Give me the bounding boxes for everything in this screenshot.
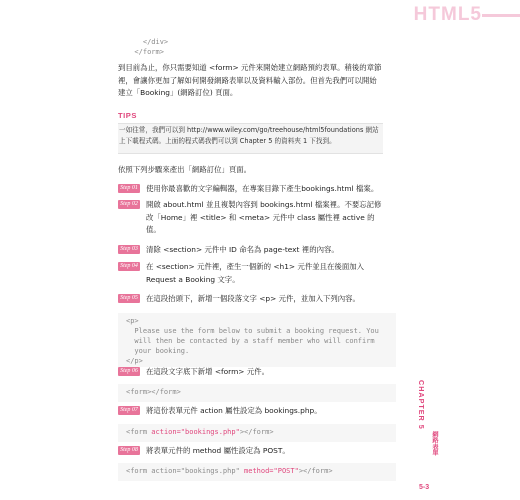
page-number: 5-3 — [419, 484, 430, 491]
code-highlight: action="bookings.php" — [151, 428, 240, 436]
code-line: </div> — [126, 38, 169, 46]
step-badge: Step 06 — [118, 367, 140, 376]
step-badge: Step 05 — [118, 294, 140, 303]
intro-paragraph: 到目前為止，你只需要知道 <form> 元件來開始建立網路預約表單。稍後的章節裡，會讓你更加了解如何開發網路表單以及資料輸入部份。但首先我們可以開始建立「Booking」(網路訂位) 頁面。 — [118, 63, 382, 97]
code-block-form — [118, 384, 396, 402]
side-chapter-label — [417, 380, 433, 470]
step-text: 在這段抬頭下，新增一個段落文字 <p> 元件，並加入下列內容。 — [146, 294, 360, 303]
code-line: will then be contacted by a staff member who will confirm — [126, 337, 375, 345]
side-chapter-subtitle: 網路表單 — [431, 431, 438, 456]
code-line — [126, 427, 388, 437]
step-text: 在 <section> 元件裡，產生一個新的 <h1> 元件並且在後面加入 Request a Booking 文字。 — [146, 262, 364, 284]
step-text: 清除 <section> 元件中 ID 命名為 page-text 裡的內容。 — [146, 245, 339, 254]
step-text: 開啟 about.html 並且複製內容到 bookings.html 檔案裡。不要忘記修改「Home」裡 <title> 和 <meta> 元件中 class 屬性裡 active 的值。 — [146, 200, 382, 234]
code-text: ></form> — [239, 428, 274, 436]
step-text: 將表單元件的 method 屬性設定為 POST。 — [146, 446, 290, 455]
step-badge: Step 03 — [118, 245, 140, 254]
code-block-form-method — [118, 463, 396, 481]
code-text: <form action="bookings.php" — [126, 467, 245, 475]
lead-paragraph: 依照下列步驟來產出「網路訂位」頁面。 — [118, 165, 252, 174]
tips-text: 一如往常，我們可以到 http://www.wiley.com/go/treehouse/html5foundations 網站上下載程式碼。上面的程式碼我們可以到 Chapter 5 的資料夾 1 下找到。 — [119, 126, 379, 145]
step-badge: Step 08 — [118, 446, 140, 455]
code-line: Please use the form below to submit a booking request. You — [126, 327, 379, 335]
chapter-label: CHAPTER 5 — [417, 380, 426, 430]
step-badge: Step 07 — [118, 406, 140, 415]
code-block-paragraph — [118, 313, 396, 367]
code-highlight: method="POST" — [244, 467, 299, 475]
tips-title: TIPS — [118, 111, 137, 120]
code-block-top — [118, 34, 396, 60]
code-line: <form></form> — [126, 388, 181, 396]
step-badge: Step 01 — [118, 184, 140, 193]
step-text: 將這份表單元件 action 屬性設定為 bookings.php。 — [146, 406, 322, 415]
code-text: ></form> — [298, 467, 333, 475]
code-line — [126, 466, 388, 476]
header-logo: HTML5 — [413, 4, 482, 25]
step-text: 在這段文字底下新增 <form> 元件。 — [146, 367, 270, 376]
code-line: </p> — [126, 357, 143, 365]
code-text: <form — [126, 428, 152, 436]
code-line: <p> — [126, 317, 139, 325]
code-line: </form> — [126, 48, 164, 56]
code-block-form-action — [118, 424, 396, 442]
step-badge: Step 04 — [118, 262, 140, 271]
step-badge: Step 02 — [118, 200, 140, 209]
header-rule — [482, 14, 520, 17]
step-text: 使用你最喜歡的文字編輯器，在專案目錄下產生bookings.html 檔案。 — [146, 184, 379, 193]
code-line: your booking. — [126, 347, 190, 355]
